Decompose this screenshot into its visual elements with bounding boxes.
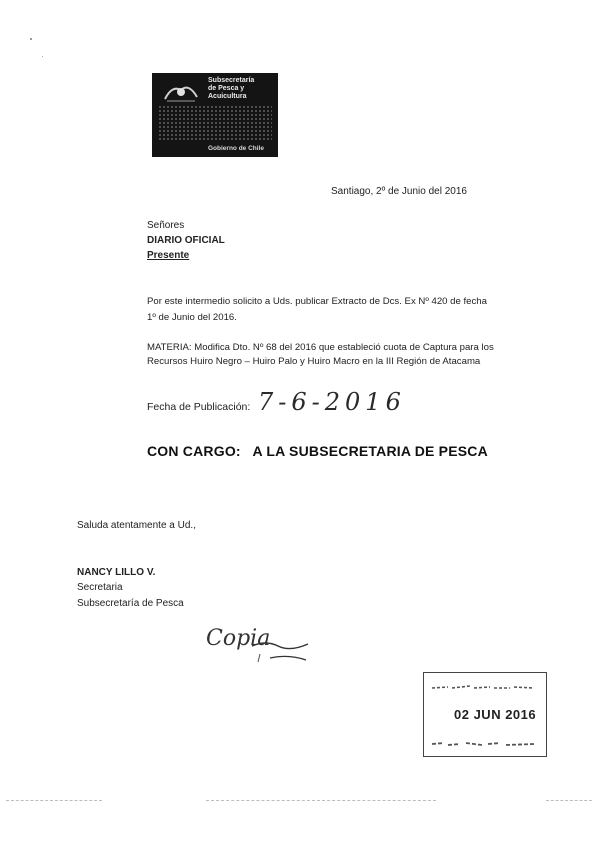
- stamp-bottom-text-smudge: [430, 737, 540, 751]
- closing-line: Saluda atentamente a Ud.,: [77, 520, 196, 531]
- logo-dither-pattern: [158, 105, 272, 141]
- materia-line-2: Recursos Huiro Negro – Huiro Palo y Huiro Macro en la III Región de Atacama: [147, 356, 481, 367]
- signatory-name: NANCY LILLO V.: [77, 567, 156, 578]
- logo-text-line2: de Pesca y: [208, 85, 245, 92]
- logo-government-text: Gobierno de Chile: [208, 145, 264, 152]
- recipient-greeting: Señores: [147, 220, 185, 231]
- recipient-name: DIARIO OFICIAL: [147, 235, 225, 246]
- logo-text-line3: Acuicultura: [208, 93, 247, 100]
- scan-edge-line-left: [6, 800, 102, 801]
- body-line-1: Por este intermedio solicito a Uds. publicar Extracto de Dcs. Ex Nº 420 de fecha: [147, 296, 487, 307]
- body-line-2: 1º de Junio del 2016.: [147, 312, 237, 323]
- scan-edge-line-right: [546, 800, 592, 801]
- publication-label: Fecha de Publicación:: [147, 401, 251, 413]
- handwritten-note-text: Copia: [206, 626, 271, 651]
- date-line: Santiago, 2º de Junio del 2016: [331, 186, 467, 197]
- recipient-presente: Presente: [147, 250, 190, 261]
- con-cargo-heading: CON CARGO: A LA SUBSECRETARIA DE PESCA: [147, 443, 488, 459]
- scan-edge-line-middle: [206, 800, 436, 801]
- stamp-date: 02 JUN 2016: [454, 707, 537, 722]
- scan-speck: [42, 56, 43, 57]
- logo-text-line1: Subsecretaría: [208, 77, 255, 84]
- signatory-title: Secretaria: [77, 582, 123, 593]
- stamp-top-text-smudge: [430, 679, 540, 695]
- chile-emblem-icon: [162, 81, 200, 103]
- materia-line-1: MATERIA: Modifica Dto. Nº 68 del 2016 que estableció cuota de Captura para los: [147, 342, 494, 353]
- handwritten-publication-date: [258, 388, 406, 416]
- scan-speck: [30, 38, 32, 40]
- subsecretaria-logo: [152, 73, 278, 157]
- signatory-organization: Subsecretaría de Pesca: [77, 598, 184, 609]
- received-stamp: [423, 672, 547, 757]
- handwritten-date-text: 7-6-2016: [258, 388, 406, 416]
- handwritten-scribble: [248, 632, 318, 666]
